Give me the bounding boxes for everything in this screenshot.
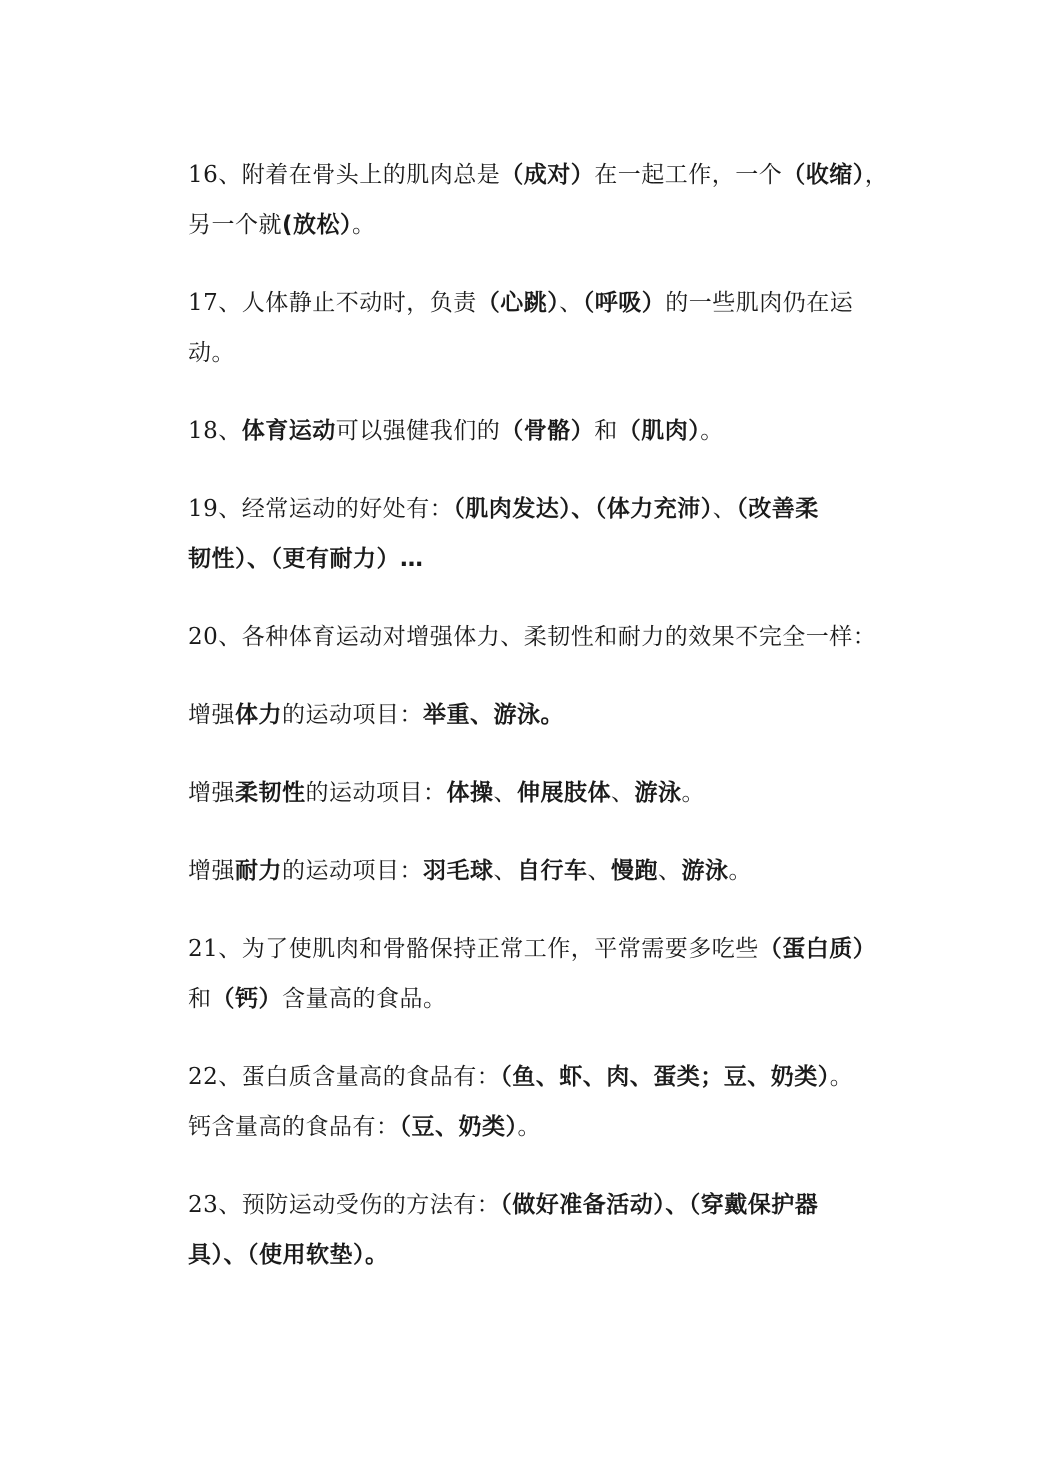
text-line bbox=[188, 278, 860, 328]
answer-text: （肌肉） bbox=[617, 418, 701, 444]
question-text: 。 bbox=[700, 418, 724, 444]
question-text: 、 bbox=[712, 496, 737, 522]
paragraph-q20a bbox=[188, 690, 860, 740]
question-text: 的运动项目： bbox=[305, 780, 447, 806]
question-text: 。 bbox=[352, 212, 376, 238]
answer-text: （做好准备活动）、（穿戴保护器 bbox=[500, 1192, 819, 1218]
paragraph-q22 bbox=[188, 1052, 860, 1152]
question-text: 22、蛋白质含量高的食品有： bbox=[188, 1064, 501, 1090]
answer-text: （蛋白质） bbox=[758, 936, 877, 962]
answer-text: 体操 bbox=[446, 780, 494, 806]
answer-text: 柔韧性 bbox=[235, 780, 306, 806]
document-page bbox=[188, 150, 889, 1280]
text-line bbox=[188, 690, 860, 740]
question-text: 23、预防运动受伤的方法有： bbox=[188, 1192, 501, 1218]
question-text: 16、附着在骨头上的肌肉总是 bbox=[188, 162, 501, 188]
paragraph-q21 bbox=[188, 924, 877, 1024]
answer-text: 羽毛球 bbox=[423, 858, 494, 884]
question-text: 增强 bbox=[188, 702, 235, 728]
question-text: 19、经常运动的好处有： bbox=[188, 496, 454, 522]
answer-text: （心跳） bbox=[476, 290, 560, 316]
question-text: 可以强健我们的 bbox=[335, 418, 501, 444]
paragraph-q17 bbox=[188, 278, 860, 378]
text-line bbox=[188, 1102, 860, 1152]
text-line bbox=[188, 846, 860, 896]
paragraph-q19 bbox=[188, 484, 860, 584]
text-line bbox=[188, 1052, 860, 1102]
answer-text: 伸展肢体 bbox=[517, 780, 611, 806]
question-text: 增强 bbox=[188, 858, 235, 884]
question-text: 。 bbox=[728, 858, 752, 884]
question-text: 17、人体静止不动时，负责 bbox=[188, 290, 477, 316]
text-line bbox=[188, 534, 860, 584]
text-line bbox=[188, 768, 860, 818]
question-text: 在一起工作，一个 bbox=[594, 162, 783, 188]
answer-text: （豆、奶类） bbox=[399, 1114, 518, 1140]
question-text: 。 bbox=[517, 1114, 541, 1140]
question-text: 的运动项目： bbox=[282, 858, 423, 884]
answer-text: （鱼、虾、肉、蛋类；豆、奶类） bbox=[500, 1064, 830, 1090]
text-line bbox=[188, 612, 877, 662]
text-line bbox=[188, 1180, 860, 1230]
text-line bbox=[188, 924, 877, 974]
question-text: 18、 bbox=[188, 418, 242, 444]
answer-text: 体力 bbox=[235, 702, 282, 728]
question-text: 21、为了使肌肉和骨骼保持正常工作，平常需要多吃些 bbox=[188, 936, 759, 962]
answer-text: 耐力 bbox=[235, 858, 282, 884]
text-line bbox=[188, 1230, 860, 1280]
text-line bbox=[188, 406, 860, 456]
text-line bbox=[188, 974, 860, 1024]
answer-text: （骨骼） bbox=[500, 418, 595, 444]
question-text: 。 bbox=[681, 780, 705, 806]
answer-text: 游泳 bbox=[681, 858, 729, 884]
question-text: 、 bbox=[658, 858, 682, 884]
question-text: 、 bbox=[559, 290, 583, 316]
answer-text: (放松） bbox=[282, 212, 353, 238]
question-text: 另一个就 bbox=[188, 212, 282, 238]
question-text: 的运动项目： bbox=[282, 702, 423, 728]
question-text: 的一些肌肉仍在运 bbox=[665, 290, 854, 316]
paragraph-q23 bbox=[188, 1180, 860, 1280]
question-text: 。 bbox=[829, 1064, 854, 1090]
question-text: 、 bbox=[587, 858, 611, 884]
paragraph-q20c bbox=[188, 846, 860, 896]
question-text: 增强 bbox=[188, 780, 235, 806]
answer-text: （收缩） bbox=[782, 162, 865, 188]
paragraph-q20 bbox=[188, 612, 877, 662]
answer-text: （肌肉发达）、（体力充沛） bbox=[453, 496, 713, 522]
question-text: 、 bbox=[493, 780, 517, 806]
question-text: 20、各种体育运动对增强体力、柔韧性和耐力的效果不完全一样： bbox=[188, 624, 877, 650]
question-text: 动。 bbox=[188, 340, 235, 366]
answer-text: 韧性）、（更有耐力）… bbox=[188, 546, 424, 572]
question-text: 、 bbox=[493, 858, 517, 884]
paragraph-q16 bbox=[188, 150, 889, 250]
answer-text: 举重、游泳。 bbox=[423, 702, 564, 728]
paragraph-q18 bbox=[188, 406, 860, 456]
answer-text: 自行车 bbox=[517, 858, 588, 884]
answer-text: （成对） bbox=[500, 162, 595, 188]
answer-text: （呼吸） bbox=[582, 290, 666, 316]
question-text: 和 bbox=[188, 986, 212, 1012]
question-text: 、 bbox=[611, 780, 635, 806]
text-line bbox=[188, 200, 860, 250]
answer-text: 游泳 bbox=[634, 780, 682, 806]
text-line bbox=[188, 328, 860, 378]
answer-text: 具）、（使用软垫）。 bbox=[188, 1242, 389, 1268]
question-text: ， bbox=[864, 162, 889, 188]
text-line bbox=[188, 484, 860, 534]
answer-text: （改善柔 bbox=[736, 496, 819, 522]
question-text: 含量高的食品。 bbox=[282, 986, 447, 1012]
answer-text: （钙） bbox=[211, 986, 282, 1012]
text-line bbox=[188, 150, 889, 200]
answer-text: 慢跑 bbox=[611, 858, 658, 884]
paragraph-q20b bbox=[188, 768, 860, 818]
answer-text: 体育运动 bbox=[241, 418, 336, 444]
question-text: 钙含量高的食品有： bbox=[188, 1114, 400, 1140]
question-text: 和 bbox=[594, 418, 618, 444]
